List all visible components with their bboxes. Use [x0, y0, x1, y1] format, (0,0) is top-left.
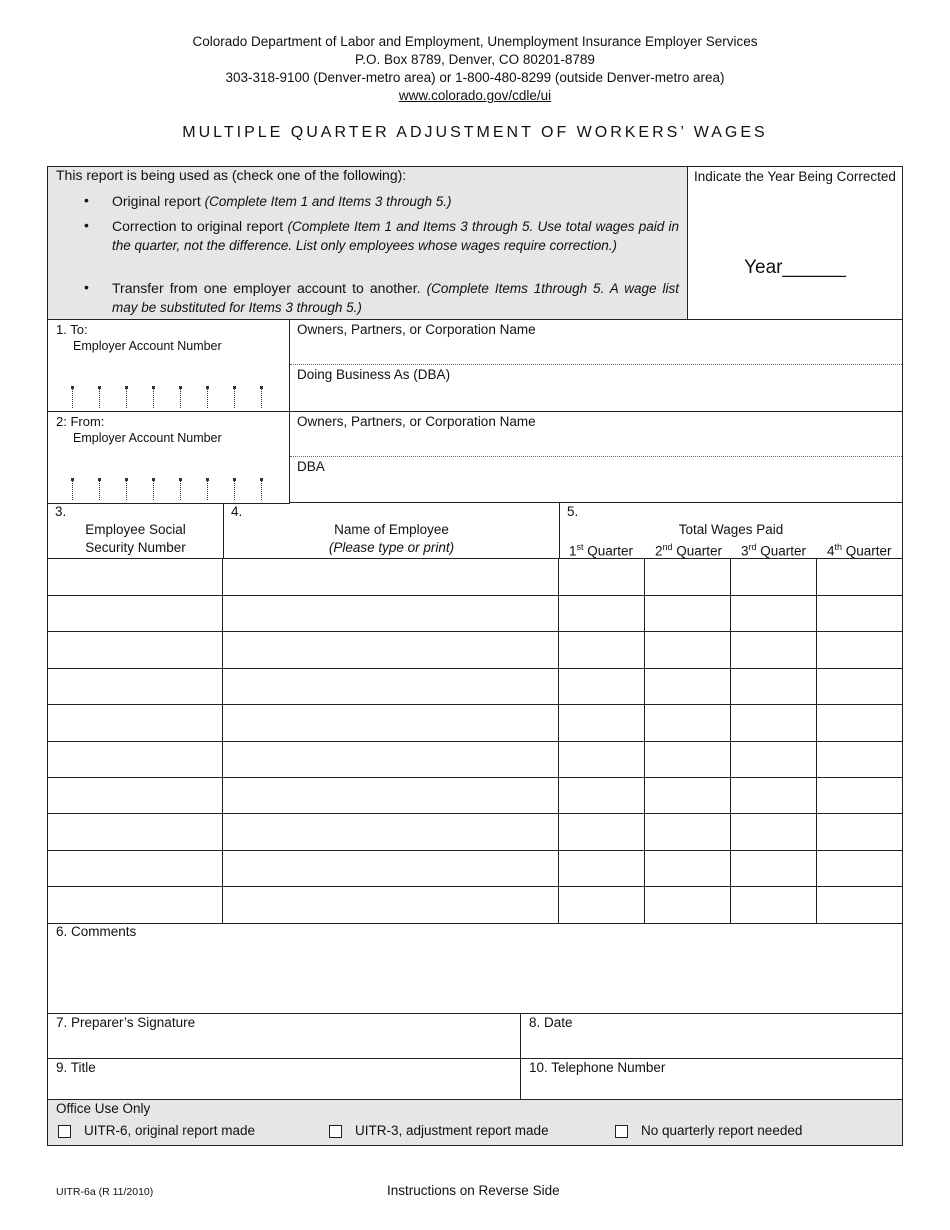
employee-name-cell[interactable]: [223, 705, 559, 741]
q2-wages-cell[interactable]: [645, 814, 731, 850]
telephone-field[interactable]: [521, 1059, 902, 1100]
employee-name-cell[interactable]: [223, 595, 559, 631]
q3-wages-cell[interactable]: [731, 632, 817, 668]
digit-divider: [153, 386, 154, 408]
item1-dba-field[interactable]: [290, 365, 902, 412]
item1-dba-label: Doing Business As (DBA): [297, 367, 451, 382]
ssn-cell[interactable]: [48, 632, 223, 668]
q1-wages-cell[interactable]: [559, 705, 645, 741]
year-corrected-box: [688, 167, 902, 320]
q3-wages-cell[interactable]: [731, 814, 817, 850]
employee-name-cell[interactable]: [223, 559, 559, 595]
item2-owners-label: Owners, Partners, or Corporation Name: [297, 414, 536, 429]
item1-account-label: Employer Account Number: [73, 339, 222, 353]
quarter-header-3: 3rd Quarter: [741, 542, 807, 559]
q4-wages-cell[interactable]: [817, 741, 902, 777]
checkbox-icon[interactable]: [329, 1125, 342, 1138]
title-field[interactable]: [48, 1059, 521, 1100]
q3-wages-cell[interactable]: [731, 668, 817, 704]
item2-dba-label: DBA: [297, 459, 325, 474]
q2-wages-cell[interactable]: [645, 705, 731, 741]
comments-label: 6. Comments: [56, 924, 137, 939]
report-option-correction[interactable]: Correction to original report (Complete Item 1 and Items 3 through 5. Use total wages paid in the quarter, not the difference. List only employees whose wages require correction.): [112, 218, 679, 253]
q4-wages-cell[interactable]: [817, 595, 902, 631]
item2-account-number-field[interactable]: [72, 478, 267, 504]
table-row: [48, 632, 902, 669]
employee-name-cell[interactable]: [223, 850, 559, 886]
digit-divider: [72, 478, 73, 500]
checkbox-icon[interactable]: [615, 1125, 628, 1138]
preparer-signature-field[interactable]: [48, 1014, 521, 1059]
q3-wages-cell[interactable]: [731, 887, 817, 923]
q2-wages-cell[interactable]: [645, 777, 731, 813]
adjustment-form: [47, 166, 903, 1146]
table-row: [48, 814, 902, 851]
q3-wages-cell[interactable]: [731, 595, 817, 631]
office-use-section: Office Use Only UITR-6, original report made UITR-3, adjustment report made No quarterly report needed: [48, 1100, 902, 1145]
ssn-cell[interactable]: [48, 850, 223, 886]
digit-divider: [234, 478, 235, 500]
q1-wages-cell[interactable]: [559, 777, 645, 813]
report-option-original[interactable]: Original report (Complete Item 1 and Items 3 through 5.): [112, 193, 452, 209]
quarter-header-2: 2nd Quarter: [655, 542, 723, 559]
report-use-intro: This report is being used as (check one of the following):: [56, 167, 407, 183]
comments-field[interactable]: [48, 923, 902, 1014]
employee-name-cell[interactable]: [223, 777, 559, 813]
table-row: [48, 887, 902, 924]
office-use-title: Office Use Only: [56, 1101, 151, 1116]
table-row: [48, 595, 902, 632]
q4-wages-cell[interactable]: [817, 850, 902, 886]
q4-wages-cell[interactable]: [817, 559, 902, 595]
employee-name-cell[interactable]: [223, 668, 559, 704]
q2-wages-cell[interactable]: [645, 632, 731, 668]
q4-wages-cell[interactable]: [817, 632, 902, 668]
q4-wages-cell[interactable]: [817, 705, 902, 741]
q4-wages-cell[interactable]: [817, 814, 902, 850]
checkbox-icon[interactable]: [58, 1125, 71, 1138]
agency-website-link[interactable]: www.colorado.gov/cdle/ui: [398, 88, 552, 103]
digit-divider: [126, 478, 127, 500]
agency-address: P.O. Box 8789, Denver, CO 80201-8789: [355, 52, 595, 67]
digit-divider: [72, 386, 73, 408]
q2-wages-cell[interactable]: [645, 887, 731, 923]
employee-name-cell[interactable]: [223, 632, 559, 668]
q1-wages-cell[interactable]: [559, 559, 645, 595]
title-label: 9. Title: [56, 1060, 96, 1075]
col-ssn-header: 3. Employee Social Security Number: [55, 504, 186, 555]
form-title: MULTIPLE QUARTER ADJUSTMENT OF WORKERS’ WAGES: [182, 124, 768, 141]
report-option-transfer[interactable]: Transfer from one employer account to another. (Complete Items 1through 5. A wage list may be substituted for Items 3 through 5.): [112, 280, 679, 315]
table-row: [48, 850, 902, 887]
digit-divider: [126, 386, 127, 408]
employee-name-cell[interactable]: [223, 887, 559, 923]
bullet-icon: •: [84, 192, 89, 208]
ssn-cell[interactable]: [48, 741, 223, 777]
agency-name: Colorado Department of Labor and Employment, Unemployment Insurance Employer Services: [192, 34, 758, 49]
table-row: [48, 668, 902, 705]
item1-to-account: [48, 320, 290, 412]
table-row: [48, 705, 902, 742]
quarter-header-1: 1st Quarter: [569, 542, 634, 559]
digit-divider: [180, 478, 181, 500]
digit-divider: [261, 386, 262, 408]
quarter-header-4: 4th Quarter: [827, 542, 892, 559]
item2-owners-field[interactable]: [290, 412, 902, 457]
ssn-cell[interactable]: [48, 668, 223, 704]
wages-table-header: [48, 503, 902, 559]
q4-wages-cell[interactable]: [817, 887, 902, 923]
item2-account-label: Employer Account Number: [73, 431, 222, 445]
ssn-cell[interactable]: [48, 777, 223, 813]
date-label: 8. Date: [529, 1015, 573, 1030]
q1-wages-cell[interactable]: [559, 814, 645, 850]
bullet-icon: •: [84, 217, 89, 233]
agency-header: [0, 33, 950, 105]
year-corrected-label: Indicate the Year Being Corrected: [694, 169, 896, 184]
item2-number: 2: From:: [56, 414, 105, 429]
q2-wages-cell[interactable]: [645, 850, 731, 886]
digit-divider: [99, 478, 100, 500]
digit-divider: [99, 386, 100, 408]
q3-wages-cell[interactable]: [731, 559, 817, 595]
year-corrected-field[interactable]: Year______: [744, 257, 846, 278]
bullet-icon: •: [84, 279, 89, 295]
instructions-note: Instructions on Reverse Side: [387, 1183, 560, 1198]
col-name-header: 4. Name of Employee (Please type or print): [223, 503, 559, 559]
q1-wages-cell[interactable]: [559, 595, 645, 631]
q3-wages-cell[interactable]: [731, 850, 817, 886]
item1-owners-field[interactable]: [290, 320, 902, 365]
col-wages-header: 5. Total Wages Paid 1st Quarter 2nd Quarter 3rd Quarter 4th Quarter: [559, 503, 902, 559]
digit-divider: [234, 386, 235, 408]
table-row: [48, 559, 902, 596]
q2-wages-cell[interactable]: [645, 595, 731, 631]
ssn-cell[interactable]: [48, 595, 223, 631]
q2-wages-cell[interactable]: [645, 741, 731, 777]
q1-wages-cell[interactable]: [559, 850, 645, 886]
q4-wages-cell[interactable]: [817, 668, 902, 704]
q2-wages-cell[interactable]: [645, 668, 731, 704]
item1-account-number-field[interactable]: [72, 386, 267, 412]
q1-wages-cell[interactable]: [559, 668, 645, 704]
preparer-signature-label: 7. Preparer’s Signature: [56, 1015, 196, 1030]
employee-name-cell[interactable]: [223, 741, 559, 777]
q4-wages-cell[interactable]: [817, 777, 902, 813]
report-use-section: [48, 167, 688, 320]
q3-wages-cell[interactable]: [731, 741, 817, 777]
q2-wages-cell[interactable]: [645, 559, 731, 595]
digit-divider: [153, 478, 154, 500]
employee-name-cell[interactable]: [223, 814, 559, 850]
item1-number: 1. To:: [56, 322, 88, 337]
ssn-cell[interactable]: [48, 559, 223, 595]
q1-wages-cell[interactable]: [559, 632, 645, 668]
table-row: [48, 741, 902, 778]
digit-divider: [261, 478, 262, 500]
form-code: UITR-6a (R 11/2010): [56, 1186, 154, 1198]
q1-wages-cell[interactable]: [559, 887, 645, 923]
digit-divider: [207, 478, 208, 500]
digit-divider: [180, 386, 181, 408]
q3-wages-cell[interactable]: [731, 777, 817, 813]
item2-dba-field[interactable]: [290, 457, 902, 503]
date-field[interactable]: [521, 1014, 902, 1059]
q3-wages-cell[interactable]: [731, 705, 817, 741]
ssn-cell[interactable]: [48, 814, 223, 850]
telephone-label: 10. Telephone Number: [529, 1060, 666, 1075]
ssn-cell[interactable]: [48, 705, 223, 741]
table-row: [48, 777, 902, 814]
agency-phone: 303-318-9100 (Denver-metro area) or 1-800-480-8299 (outside Denver-metro area): [225, 70, 725, 85]
ssn-cell[interactable]: [48, 887, 223, 923]
item1-owners-label: Owners, Partners, or Corporation Name: [297, 322, 536, 337]
q1-wages-cell[interactable]: [559, 741, 645, 777]
digit-divider: [207, 386, 208, 408]
item2-from-account: [48, 412, 290, 504]
